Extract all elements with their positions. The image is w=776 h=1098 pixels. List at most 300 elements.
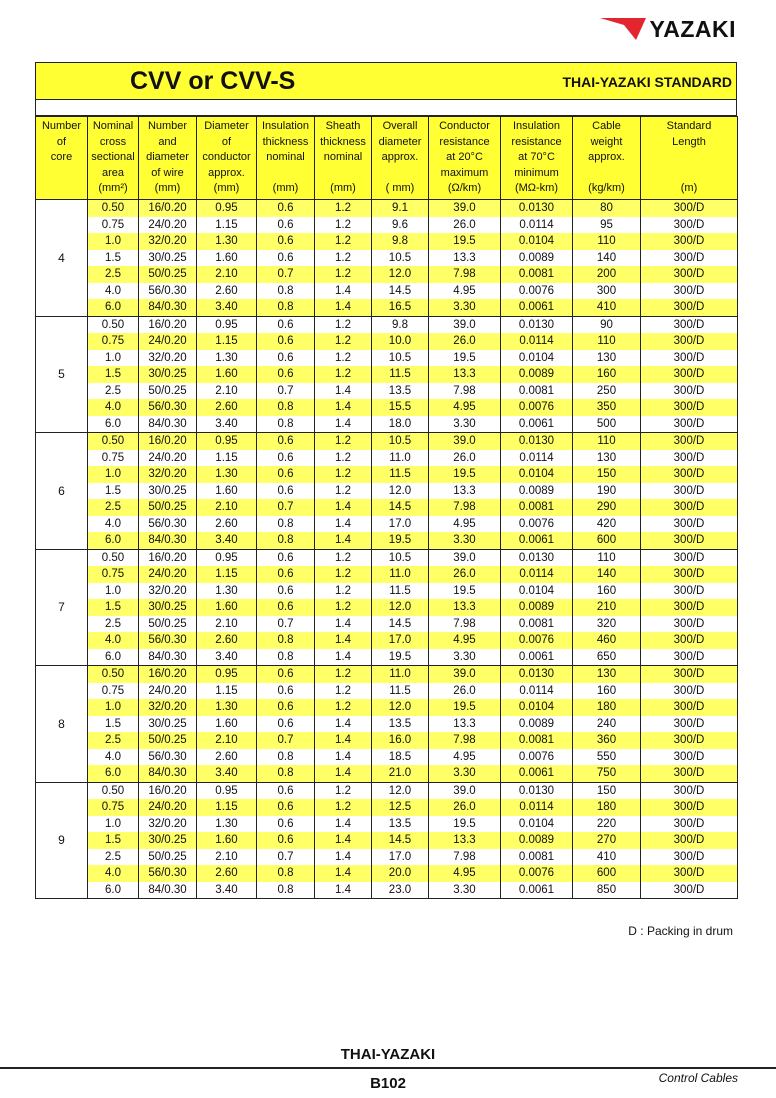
column-header-line: approx. <box>381 151 419 163</box>
table-row <box>36 383 738 400</box>
table-cell: 11.5 <box>372 583 429 600</box>
footer-brand: THAI-YAZAKI <box>340 1046 436 1063</box>
table-row <box>36 699 738 716</box>
column-header-unit: ( mm) <box>385 182 415 194</box>
table-cell: 19.5 <box>429 583 501 600</box>
column-header-line: Conductor <box>439 120 490 132</box>
table-cell: 130 <box>573 350 641 367</box>
table-row <box>36 649 738 666</box>
table-cell: 0.6 <box>257 599 315 616</box>
table-cell: 3.40 <box>197 649 257 666</box>
table-cell: 30/0.25 <box>139 599 197 616</box>
column-header-unit: (Ω/km) <box>447 182 482 194</box>
table-cell: 300/D <box>641 299 738 316</box>
table-cell: 180 <box>573 799 641 816</box>
table-cell: 2.60 <box>197 865 257 882</box>
table-cell: 6.0 <box>88 299 139 316</box>
table-cell: 13.3 <box>429 599 501 616</box>
table-cell: 11.5 <box>372 366 429 383</box>
table-cell: 9.6 <box>372 217 429 234</box>
table-cell: 1.30 <box>197 699 257 716</box>
table-cell: 1.2 <box>315 799 372 816</box>
page-title: CVV or CVV-S <box>130 67 296 95</box>
column-header <box>372 117 429 200</box>
table-cell: 0.0089 <box>501 250 573 267</box>
table-cell: 300/D <box>641 632 738 649</box>
table-row <box>36 816 738 833</box>
table-cell: 300/D <box>641 366 738 383</box>
table-cell: 10.0 <box>372 333 429 350</box>
table-cell: 26.0 <box>429 217 501 234</box>
table-row <box>36 616 738 633</box>
table-cell: 300/D <box>641 516 738 533</box>
table-cell: 300/D <box>641 865 738 882</box>
table-cell: 26.0 <box>429 683 501 700</box>
table-cell: 300/D <box>641 782 738 799</box>
table-cell: 3.30 <box>429 765 501 782</box>
table-row <box>36 749 738 766</box>
table-cell: 1.2 <box>315 483 372 500</box>
table-cell: 110 <box>573 549 641 566</box>
table-cell: 300/D <box>641 483 738 500</box>
table-cell: 1.30 <box>197 466 257 483</box>
column-header-line: Sheath <box>325 120 361 132</box>
column-header-line: and <box>158 135 177 148</box>
table-cell: 23.0 <box>372 882 429 899</box>
column-header-line <box>573 166 640 182</box>
table-cell: 0.0076 <box>501 865 573 882</box>
column-header-line: thickness <box>320 135 366 148</box>
table-cell: 50/0.25 <box>139 266 197 283</box>
table-row <box>36 217 738 234</box>
table-cell: 24/0.20 <box>139 450 197 467</box>
table-cell: 300/D <box>641 350 738 367</box>
core-count-cell: 9 <box>36 782 88 899</box>
table-cell: 0.7 <box>257 383 315 400</box>
table-cell: 410 <box>573 849 641 866</box>
table-cell: 0.0081 <box>501 732 573 749</box>
table-row <box>36 583 738 600</box>
table-cell: 150 <box>573 466 641 483</box>
table-cell: 750 <box>573 765 641 782</box>
table-cell: 12.0 <box>372 483 429 500</box>
table-cell: 0.7 <box>257 499 315 516</box>
table-cell: 0.0130 <box>501 666 573 683</box>
table-cell: 300/D <box>641 666 738 683</box>
table-row <box>36 333 738 350</box>
table-cell: 1.2 <box>315 350 372 367</box>
table-cell: 2.60 <box>197 283 257 300</box>
table-cell: 56/0.30 <box>139 865 197 882</box>
column-header-line: Cable <box>592 120 621 132</box>
table-cell: 0.6 <box>257 316 315 333</box>
table-row <box>36 433 738 450</box>
table-cell: 14.5 <box>372 499 429 516</box>
title-spacer <box>35 100 737 116</box>
table-cell: 17.0 <box>372 516 429 533</box>
column-header <box>139 117 197 200</box>
packing-note: D : Packing in drum <box>628 924 733 938</box>
table-cell: 110 <box>573 233 641 250</box>
table-cell: 9.8 <box>372 316 429 333</box>
table-row <box>36 250 738 267</box>
table-cell: 16/0.20 <box>139 433 197 450</box>
table-cell: 84/0.30 <box>139 299 197 316</box>
column-header-unit: (MΩ-km) <box>514 182 559 194</box>
table-cell: 300 <box>573 283 641 300</box>
table-cell: 1.15 <box>197 333 257 350</box>
table-cell: 290 <box>573 499 641 516</box>
table-row <box>36 865 738 882</box>
column-header-unit: (mm) <box>213 182 240 194</box>
table-cell: 1.2 <box>315 566 372 583</box>
table-cell: 0.95 <box>197 782 257 799</box>
table-cell: 4.95 <box>429 749 501 766</box>
column-header-line: of wire <box>151 166 184 179</box>
core-count-cell: 8 <box>36 666 88 783</box>
table-cell: 32/0.20 <box>139 583 197 600</box>
core-count-cell: 7 <box>36 549 88 666</box>
column-header <box>88 117 139 200</box>
table-cell: 1.30 <box>197 233 257 250</box>
table-cell: 7.98 <box>429 383 501 400</box>
table-row <box>36 416 738 433</box>
table-cell: 1.2 <box>315 316 372 333</box>
table-cell: 0.6 <box>257 350 315 367</box>
table-cell: 16/0.20 <box>139 666 197 683</box>
table-cell: 140 <box>573 250 641 267</box>
table-cell: 19.5 <box>429 699 501 716</box>
column-header <box>315 117 372 200</box>
column-header-line: Insulation <box>261 120 310 132</box>
table-cell: 1.4 <box>315 732 372 749</box>
table-cell: 300/D <box>641 816 738 833</box>
table-cell: 19.5 <box>372 532 429 549</box>
table-row <box>36 299 738 316</box>
table-cell: 2.60 <box>197 516 257 533</box>
table-cell: 1.4 <box>315 499 372 516</box>
table-cell: 16.5 <box>372 299 429 316</box>
table-cell: 0.0089 <box>501 716 573 733</box>
table-cell: 84/0.30 <box>139 649 197 666</box>
table-cell: 0.7 <box>257 266 315 283</box>
table-cell: 56/0.30 <box>139 632 197 649</box>
column-header <box>36 117 88 200</box>
table-cell: 6.0 <box>88 882 139 899</box>
table-cell: 15.5 <box>372 399 429 416</box>
table-cell: 0.6 <box>257 683 315 700</box>
table-cell: 300/D <box>641 732 738 749</box>
table-cell: 1.4 <box>315 532 372 549</box>
table-cell: 4.0 <box>88 749 139 766</box>
table-cell: 2.10 <box>197 383 257 400</box>
table-cell: 26.0 <box>429 566 501 583</box>
table-cell: 2.60 <box>197 632 257 649</box>
table-cell: 500 <box>573 416 641 433</box>
table-row <box>36 716 738 733</box>
table-cell: 0.6 <box>257 716 315 733</box>
table-cell: 300/D <box>641 433 738 450</box>
table-cell: 56/0.30 <box>139 399 197 416</box>
table-cell: 84/0.30 <box>139 416 197 433</box>
table-cell: 0.95 <box>197 200 257 217</box>
table-cell: 24/0.20 <box>139 333 197 350</box>
table-cell: 0.0114 <box>501 450 573 467</box>
table-cell: 0.7 <box>257 616 315 633</box>
table-cell: 2.60 <box>197 749 257 766</box>
table-cell: 6.0 <box>88 649 139 666</box>
column-header-line: maximum <box>440 166 489 179</box>
table-cell: 1.4 <box>315 416 372 433</box>
table-cell: 1.60 <box>197 599 257 616</box>
table-cell: 18.5 <box>372 749 429 766</box>
table-cell: 0.8 <box>257 765 315 782</box>
table-cell: 3.30 <box>429 416 501 433</box>
table-cell: 4.95 <box>429 516 501 533</box>
table-cell: 13.3 <box>429 483 501 500</box>
table-row <box>36 283 738 300</box>
column-header-line: of <box>56 135 67 148</box>
table-cell: 4.95 <box>429 865 501 882</box>
column-header-line: Number <box>41 120 82 132</box>
table-cell: 0.0089 <box>501 483 573 500</box>
table-cell: 16/0.20 <box>139 316 197 333</box>
column-header <box>257 117 315 200</box>
table-cell: 4.0 <box>88 516 139 533</box>
table-cell: 1.0 <box>88 466 139 483</box>
column-header-line: Overall <box>382 120 418 132</box>
table-cell: 0.6 <box>257 832 315 849</box>
page-number: B102 <box>370 1075 406 1092</box>
table-cell: 0.7 <box>257 849 315 866</box>
table-cell: 84/0.30 <box>139 532 197 549</box>
table-cell: 160 <box>573 583 641 600</box>
table-cell: 7.98 <box>429 616 501 633</box>
table-cell: 0.8 <box>257 299 315 316</box>
table-cell: 11.5 <box>372 683 429 700</box>
table-cell: 300/D <box>641 466 738 483</box>
table-cell: 84/0.30 <box>139 765 197 782</box>
table-cell: 4.0 <box>88 865 139 882</box>
table-cell: 3.40 <box>197 299 257 316</box>
column-header-line: resistance <box>511 135 562 148</box>
table-cell: 300/D <box>641 450 738 467</box>
table-cell: 84/0.30 <box>139 882 197 899</box>
table-cell: 0.0076 <box>501 632 573 649</box>
table-row <box>36 782 738 799</box>
table-cell: 300/D <box>641 799 738 816</box>
table-cell: 0.0104 <box>501 466 573 483</box>
table-cell: 2.5 <box>88 732 139 749</box>
column-header-line: at 70°C <box>518 151 555 163</box>
table-cell: 7.98 <box>429 849 501 866</box>
table-cell: 1.5 <box>88 250 139 267</box>
table-cell: 0.6 <box>257 466 315 483</box>
table-cell: 550 <box>573 749 641 766</box>
table-cell: 13.5 <box>372 716 429 733</box>
yazaki-logo <box>600 16 737 42</box>
column-header-line: weight <box>590 135 623 148</box>
table-cell: 3.30 <box>429 532 501 549</box>
table-cell: 0.0061 <box>501 649 573 666</box>
table-cell: 0.6 <box>257 816 315 833</box>
table-cell: 1.4 <box>315 716 372 733</box>
table-row <box>36 399 738 416</box>
footer-category: Control Cables <box>658 1071 738 1085</box>
table-row <box>36 233 738 250</box>
table-row <box>36 450 738 467</box>
table-cell: 30/0.25 <box>139 483 197 500</box>
column-header-line: sectional <box>91 151 135 163</box>
table-cell: 16/0.20 <box>139 549 197 566</box>
table-cell: 300/D <box>641 882 738 899</box>
table-cell: 200 <box>573 266 641 283</box>
column-header-line <box>641 150 737 166</box>
table-cell: 240 <box>573 716 641 733</box>
table-cell: 1.5 <box>88 716 139 733</box>
column-header-unit: (kg/km) <box>588 182 625 194</box>
table-cell: 0.6 <box>257 549 315 566</box>
table-cell: 2.5 <box>88 849 139 866</box>
table-cell: 56/0.30 <box>139 283 197 300</box>
table-cell: 0.0114 <box>501 217 573 234</box>
table-cell: 190 <box>573 483 641 500</box>
column-header-line: approx. <box>208 166 245 179</box>
table-cell: 11.0 <box>372 450 429 467</box>
table-cell: 1.2 <box>315 549 372 566</box>
table-cell: 24/0.20 <box>139 217 197 234</box>
table-cell: 0.50 <box>88 200 139 217</box>
column-header-line <box>372 166 428 182</box>
table-cell: 1.4 <box>315 399 372 416</box>
table-cell: 1.60 <box>197 366 257 383</box>
footer-divider <box>0 1067 776 1069</box>
table-cell: 180 <box>573 699 641 716</box>
table-cell: 39.0 <box>429 782 501 799</box>
table-cell: 12.0 <box>372 699 429 716</box>
column-header-line: resistance <box>439 135 490 148</box>
table-cell: 2.5 <box>88 383 139 400</box>
table-row <box>36 882 738 899</box>
table-cell: 0.75 <box>88 566 139 583</box>
table-cell: 10.5 <box>372 250 429 267</box>
table-cell: 1.5 <box>88 599 139 616</box>
header-row <box>36 117 738 200</box>
table-cell: 0.0114 <box>501 683 573 700</box>
table-cell: 3.40 <box>197 882 257 899</box>
table-cell: 2.10 <box>197 616 257 633</box>
table-row <box>36 599 738 616</box>
table-row <box>36 466 738 483</box>
table-cell: 0.8 <box>257 649 315 666</box>
table-cell: 0.0076 <box>501 516 573 533</box>
table-row <box>36 849 738 866</box>
table-cell: 0.0081 <box>501 499 573 516</box>
table-cell: 0.0104 <box>501 350 573 367</box>
table-cell: 0.8 <box>257 416 315 433</box>
table-cell: 0.50 <box>88 782 139 799</box>
table-cell: 130 <box>573 666 641 683</box>
table-cell: 650 <box>573 649 641 666</box>
table-cell: 600 <box>573 532 641 549</box>
table-cell: 1.4 <box>315 765 372 782</box>
table-cell: 0.6 <box>257 566 315 583</box>
table-cell: 300/D <box>641 383 738 400</box>
table-cell: 0.6 <box>257 200 315 217</box>
table-cell: 13.3 <box>429 716 501 733</box>
table-cell: 2.60 <box>197 399 257 416</box>
table-cell: 140 <box>573 566 641 583</box>
spec-table <box>35 116 738 899</box>
table-cell: 3.40 <box>197 532 257 549</box>
table-cell: 32/0.20 <box>139 233 197 250</box>
table-cell: 300/D <box>641 532 738 549</box>
column-header <box>501 117 573 200</box>
table-cell: 1.60 <box>197 716 257 733</box>
table-cell: 300/D <box>641 499 738 516</box>
table-cell: 300/D <box>641 266 738 283</box>
logo-text: YAZAKI <box>649 15 736 42</box>
table-cell: 0.6 <box>257 699 315 716</box>
table-cell: 12.5 <box>372 799 429 816</box>
table-cell: 0.0114 <box>501 333 573 350</box>
table-cell: 32/0.20 <box>139 466 197 483</box>
table-cell: 1.2 <box>315 599 372 616</box>
table-row <box>36 666 738 683</box>
table-cell: 350 <box>573 399 641 416</box>
table-cell: 80 <box>573 200 641 217</box>
column-header <box>641 117 738 200</box>
table-cell: 110 <box>573 333 641 350</box>
table-row <box>36 516 738 533</box>
table-cell: 3.40 <box>197 765 257 782</box>
table-cell: 0.0089 <box>501 366 573 383</box>
table-cell: 50/0.25 <box>139 383 197 400</box>
table-cell: 1.4 <box>315 516 372 533</box>
table-cell: 14.5 <box>372 616 429 633</box>
table-cell: 1.4 <box>315 299 372 316</box>
table-cell: 16/0.20 <box>139 200 197 217</box>
table-cell: 300/D <box>641 566 738 583</box>
table-cell: 0.75 <box>88 450 139 467</box>
table-cell: 3.30 <box>429 299 501 316</box>
table-cell: 300/D <box>641 616 738 633</box>
title-bar <box>35 62 737 100</box>
table-cell: 0.0114 <box>501 566 573 583</box>
table-cell: 1.15 <box>197 450 257 467</box>
table-cell: 0.95 <box>197 433 257 450</box>
table-cell: 0.8 <box>257 882 315 899</box>
table-cell: 1.2 <box>315 466 372 483</box>
table-cell: 95 <box>573 217 641 234</box>
table-cell: 30/0.25 <box>139 716 197 733</box>
table-cell: 0.0104 <box>501 816 573 833</box>
table-cell: 1.2 <box>315 200 372 217</box>
table-cell: 1.2 <box>315 450 372 467</box>
table-cell: 16.0 <box>372 732 429 749</box>
table-cell: 13.5 <box>372 816 429 833</box>
table-row <box>36 316 738 333</box>
table-cell: 0.6 <box>257 433 315 450</box>
table-cell: 30/0.25 <box>139 832 197 849</box>
table-cell: 56/0.30 <box>139 516 197 533</box>
table-cell: 0.0104 <box>501 233 573 250</box>
table-cell: 2.10 <box>197 266 257 283</box>
table-cell: 2.10 <box>197 499 257 516</box>
table-cell: 6.0 <box>88 532 139 549</box>
table-cell: 21.0 <box>372 765 429 782</box>
table-cell: 12.0 <box>372 266 429 283</box>
